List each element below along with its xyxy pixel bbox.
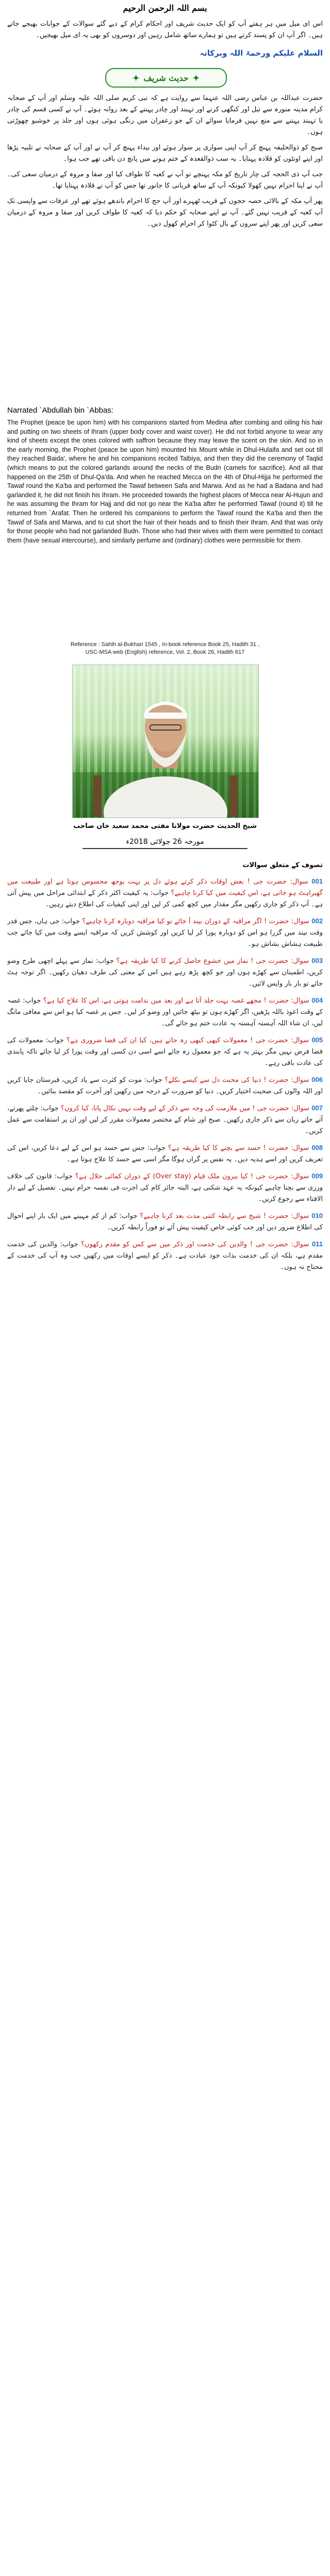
- photo-caption: شیخ الحدیث حضرت مولانا مفتی محمد سعید خان صاحب: [73, 822, 257, 830]
- hadith-banner: [105, 68, 227, 88]
- qa-question: سوال: حضرت جی ! کیا بیرون ملک قیام (Over stay) کے دوران کمائی حلال ہے؟: [75, 1173, 309, 1180]
- qa-number: 007: [311, 1104, 323, 1112]
- hadith-urdu: [7, 93, 323, 402]
- qa-answer: جواب: کم از کم مہینے میں ایک بار اپنے احوال کی اطلاع ضرور دیں اور جب کوئی خاص کیفیت پیش آئے تو فوراً رابطہ کریں۔: [7, 1212, 323, 1231]
- date-line: مورخہ 26 جولائی 2018ء: [82, 838, 248, 849]
- qa-number: 004: [311, 996, 323, 1004]
- qa-number: 003: [311, 957, 323, 964]
- reference-line: USC-MSA web (English) reference, Vol. 2, Book 26, Hadith 617: [85, 649, 245, 655]
- qa-question: سوال: حضرت ! مجھے غصہ بہت جلد آتا ہے اور بعد میں ندامت ہوتی ہے، اس کا علاج کیا ہے؟: [43, 997, 309, 1005]
- hadith-english: The Prophet (peace be upon him) with his companions started from Medina after combing and oiling his hair and putting on two sheets of Ihram (upper body cover and waist cover). He did not forbid anyone to wear any kind of sheets except the ones colored with saffron because they may leave the scent on the skin. And so in the early morning, the Prophet (peace be upon him) mounted his Mount while in Dhul-Hulaifa and set out till they reached Baida', where he and his companions recited Talbiya, and then they did the ceremony of Taqlid (which means to put the colored garlands around the necks of the Budn (camels for sacrifice). And all that happened on the 25th of Dhul-Qa'da. And when he reached Mecca on the 4th of Dhul-Hijja he performed the Tawaf round the Ka'ba and performed the Tawaf between Safa and Marwa. And as he had a Badana and had garlanded it, he did not finish his Ihram. He proceeded towards the highest places of Mecca near Al-Hujun and he was assuming the Ihram for Hajj and did not go near the Ka'ba after he performed Tawaf (round it) till he returned from `Arafat. Then he ordered his companions to perform the Tawaf round the Ka'ba and then the Tawaf of Safa and Marwa, and to cut short the hair of their heads and to finish their Ihram. And that was only for those people who had not garlanded Budn. Those who had their wives with them were permitted to contact them (have sexual intercourse), and similarly perfume and (ordinary) clothes were permissible for them.: [7, 419, 323, 544]
- hadith-banner-label: حدیث شریف: [143, 73, 189, 83]
- hadith-urdu-paragraph: پھر آپ مکہ کے بالائی حصہ حجون کے قریب ٹھہرے اور آپ حج کا احرام باندھے ہوئے تھے اور عرفات سے واپسی تک آپ کعبہ کے قریب نہیں گئے۔ آپ نے اپنے صحابہ کو حکم دیا کہ کعبہ کا طواف کریں اور صفا و مروہ کے درمیان سعی کریں اور پھر اپنے سروں کے بال کٹوا کر احرام کھول دیں۔: [7, 197, 323, 228]
- qa-answer: جواب: یہ کیفیت اکثر ذکر کے ابتدائی مراحل میں پیش آتی ہے۔ آپ ذکر کو جاری رکھیں مگر مقدار میں کچھ کمی کر لیں اور اپنی کیفیات کی اطلاع دیتے رہیں۔: [7, 889, 323, 908]
- qa-question: سوال: حضرت جی ! بعض اوقات ذکر کرتے ہوئے دل پر بہت بوجھ محسوس ہوتا ہے اور طبیعت میں گھبراہٹ ہو جاتی ہے، اس کیفیت میں کیا کرنا چاہیے؟: [7, 878, 323, 897]
- qa-item: [7, 1210, 323, 1233]
- qa-number: 010: [311, 1212, 323, 1219]
- qa-question: سوال: حضرت ! حسد سے بچنے کا کیا طریقہ ہے؟: [168, 1144, 309, 1152]
- qa-answer: جواب: موت کو کثرت سے یاد کریں، قبرستان جایا کریں اور اللہ والوں کی صحبت اختیار کریں۔ دنیا کو ضرورت کے درجہ میں رکھیں اور آخرت کو مقصد بنائیں۔: [7, 1076, 323, 1095]
- qa-item: [7, 1171, 323, 1205]
- greeting: السلام علیکم ورحمۃ اللہ وبرکاتہ: [200, 48, 323, 58]
- qa-answer: جواب: جس سے حسد ہو اس کے لیے دعا کریں، اس کی تعریف کریں اور اسے ہدیہ دیں۔ یہ نفس پر گراں ہوگا مگر اسی سے حسد کا علاج ہوتا ہے۔: [7, 1144, 323, 1163]
- qa-answer: جواب: غصہ کے وقت اعوذ باللہ پڑھیں، اگر کھڑے ہوں تو بیٹھ جائیں اور وضو کر لیں۔ جس پر غصہ کیا ہو اس سے معافی مانگ لیں، ان شاء اللہ آہستہ آہستہ یہ عادت ختم ہو جائے گی۔: [7, 997, 323, 1027]
- qa-item: [7, 1035, 323, 1069]
- speaker-photo: [72, 665, 259, 818]
- qa-answer: جواب: جی ہاں، جس قدر وقت نیند میں گزرا ہو اس کو دوبارہ پورا کر لیا کریں اور کوشش کریں کہ مراقبہ ایسے وقت میں کیا جائے جب طبیعت ہشاش بشاش ہو۔: [7, 918, 323, 948]
- hadith-reference: [7, 641, 323, 656]
- qa-item: [7, 876, 323, 910]
- bismillah-heading: بسم اللہ الرحمن الرحیم: [123, 3, 207, 13]
- qa-number: 008: [311, 1144, 323, 1151]
- qa-question: سوال: حضرت جی ! میں ملازمت کی وجہ سے ذکر کے لیے وقت نہیں نکال پاتا، کیا کروں؟: [60, 1105, 309, 1112]
- narrator-line: Narrated `Abdullah bin `Abbas:: [7, 406, 113, 415]
- qa-number: 001: [311, 877, 323, 885]
- qa-number: 005: [311, 1036, 323, 1044]
- qa-item: [7, 916, 323, 950]
- qa-question: سوال: حضرت جی ! والدین کی خدمت اور ذکر میں سے کس کو مقدم رکھوں؟: [81, 1241, 309, 1248]
- qa-answer: جواب: قانون کی خلاف ورزی سے بچنا چاہیے کیونکہ یہ عہد شکنی ہے، البتہ جائز کام کی اجرت فی نفسہ حرام نہیں۔ تفصیل کے لیے دار الافتاء سے رجوع کریں۔: [7, 1173, 323, 1203]
- qa-question: سوال: حضرت جی ! معمولات کبھی کبھی رہ جاتے ہیں، کیا ان کی قضا ضروری ہے؟: [67, 1037, 309, 1044]
- qa-number: 002: [311, 917, 323, 925]
- qa-number: 006: [311, 1076, 323, 1083]
- qa-question: سوال: حضرت جی ! نماز میں خشوع حاصل کرنے کا کیا طریقہ ہے؟: [116, 957, 309, 965]
- qa-item: [7, 1103, 323, 1137]
- intro-text: اس ای میل میں ہر ہفتے آپ کو ایک حدیث شریف اور احکام کرام کے دیے گئے سوالات کے جوابات بھیجے جاتے ہیں۔ اگر آپ ان کو پسند کرتے ہیں تو ہمارے ساتھ شامل رہیں اور دوسروں کو بھی یہ ای میل بھیجیں۔: [7, 20, 323, 39]
- qa-item: [7, 1074, 323, 1097]
- qa-section-title: تصوف کے متعلق سوالات: [242, 861, 323, 869]
- hadith-urdu-paragraph: صبح کو ذوالحلیفہ پہنچ کر آپ اپنی سواری پر سوار ہوئے اور بیداء پہنچ کر آپ نے اور آپ کے صحابہ نے تلبیہ پڑھا اور اپنے اونٹوں کو قلادہ پہنایا۔ یہ سب ذوالقعدہ کے ختم ہونے میں پانچ دن باقی تھے جب ہوا۔: [7, 144, 323, 163]
- qa-question: سوال: حضرت ! شیخ سے رابطہ کتنی مدت بعد کرنا چاہیے؟: [140, 1212, 309, 1220]
- qa-item: [7, 1239, 323, 1273]
- ornament-icon: ✦: [192, 73, 200, 83]
- qa-question: سوال: حضرت ! دنیا کی محبت دل سے کیسے نکلے؟: [164, 1076, 309, 1084]
- qa-question: سوال: حضرت ! اگر مراقبہ کے دوران نیند آ جائے تو کیا مراقبہ دوبارہ کرنا چاہیے؟: [82, 918, 309, 925]
- qa-number: 011: [312, 1240, 323, 1248]
- reference-line: Reference : Sahih al-Bukhari 1545 , In-book reference Book 25, Hadith 31 ,: [70, 641, 260, 648]
- hadith-urdu-paragraph: جب آپ ذی الحجہ کی چار تاریخ کو مکہ پہنچے تو آپ نے کعبہ کا طواف کیا اور صفا و مروہ کے درمیان سعی کی۔ آپ نے اپنا احرام نہیں کھولا کیونکہ آپ کے ساتھ قربانی کا جانور تھا جس کو آپ نے قلادہ پہنایا تھا۔: [7, 171, 323, 190]
- qa-list: [7, 876, 323, 2576]
- qa-item: [7, 995, 323, 1029]
- qa-item: [7, 955, 323, 990]
- qa-number: 009: [311, 1172, 323, 1180]
- ornament-icon: ✦: [132, 73, 140, 83]
- hadith-urdu-paragraph: حضرت عبداللہ بن عباس رضی اللہ عنہما سے روایت ہے کہ نبی کریم صلی اللہ علیہ وسلم اور آپ کے صحابہ کرام مدینہ منورہ سے تیل اور کنگھی کرنے اور تہبند اور چادر پہننے کے بعد روانہ ہوئے۔ آپ نے کسی قسم کی چادر یا تہبند پہننے سے منع نہیں فرمایا سوائے ان کے جو زعفران میں رنگی ہوئی ہوں اور جلد پر خوشبو چھوڑتی ہوں۔: [7, 94, 323, 136]
- qa-answer: جواب: نماز سے پہلے اچھی طرح وضو کریں، اطمینان سے کھڑے ہوں اور جو کچھ پڑھ رہے ہیں اس کے معنی کی طرف دھیان رکھیں۔ اگر توجہ ہٹ جائے تو بار بار واپس لائیں۔: [7, 957, 323, 988]
- qa-answer: جواب: والدین کی خدمت مقدم ہے، بلکہ ان کی خدمت بذات خود عبادت ہے۔ ذکر کو ایسے اوقات میں رکھیں جب وہ آپ کی خدمت کے محتاج نہ ہوں۔: [7, 1241, 323, 1271]
- qa-answer: جواب: معمولات کی قضا فرض نہیں مگر بہتر یہ ہے کہ جو معمول رہ جائے اسے اسی دن کسی اور وقت پورا کر لیا جائے تاکہ پابندی کی عادت باقی رہے۔: [7, 1037, 323, 1067]
- qa-item: [7, 1142, 323, 1165]
- qa-answer: جواب: چلتے پھرتے، آتے جاتے زبان سے ذکر جاری رکھیں۔ صبح اور شام کے مختصر معمولات مقرر کر لیں اور ان پر استقامت سے عمل کریں۔: [7, 1105, 323, 1135]
